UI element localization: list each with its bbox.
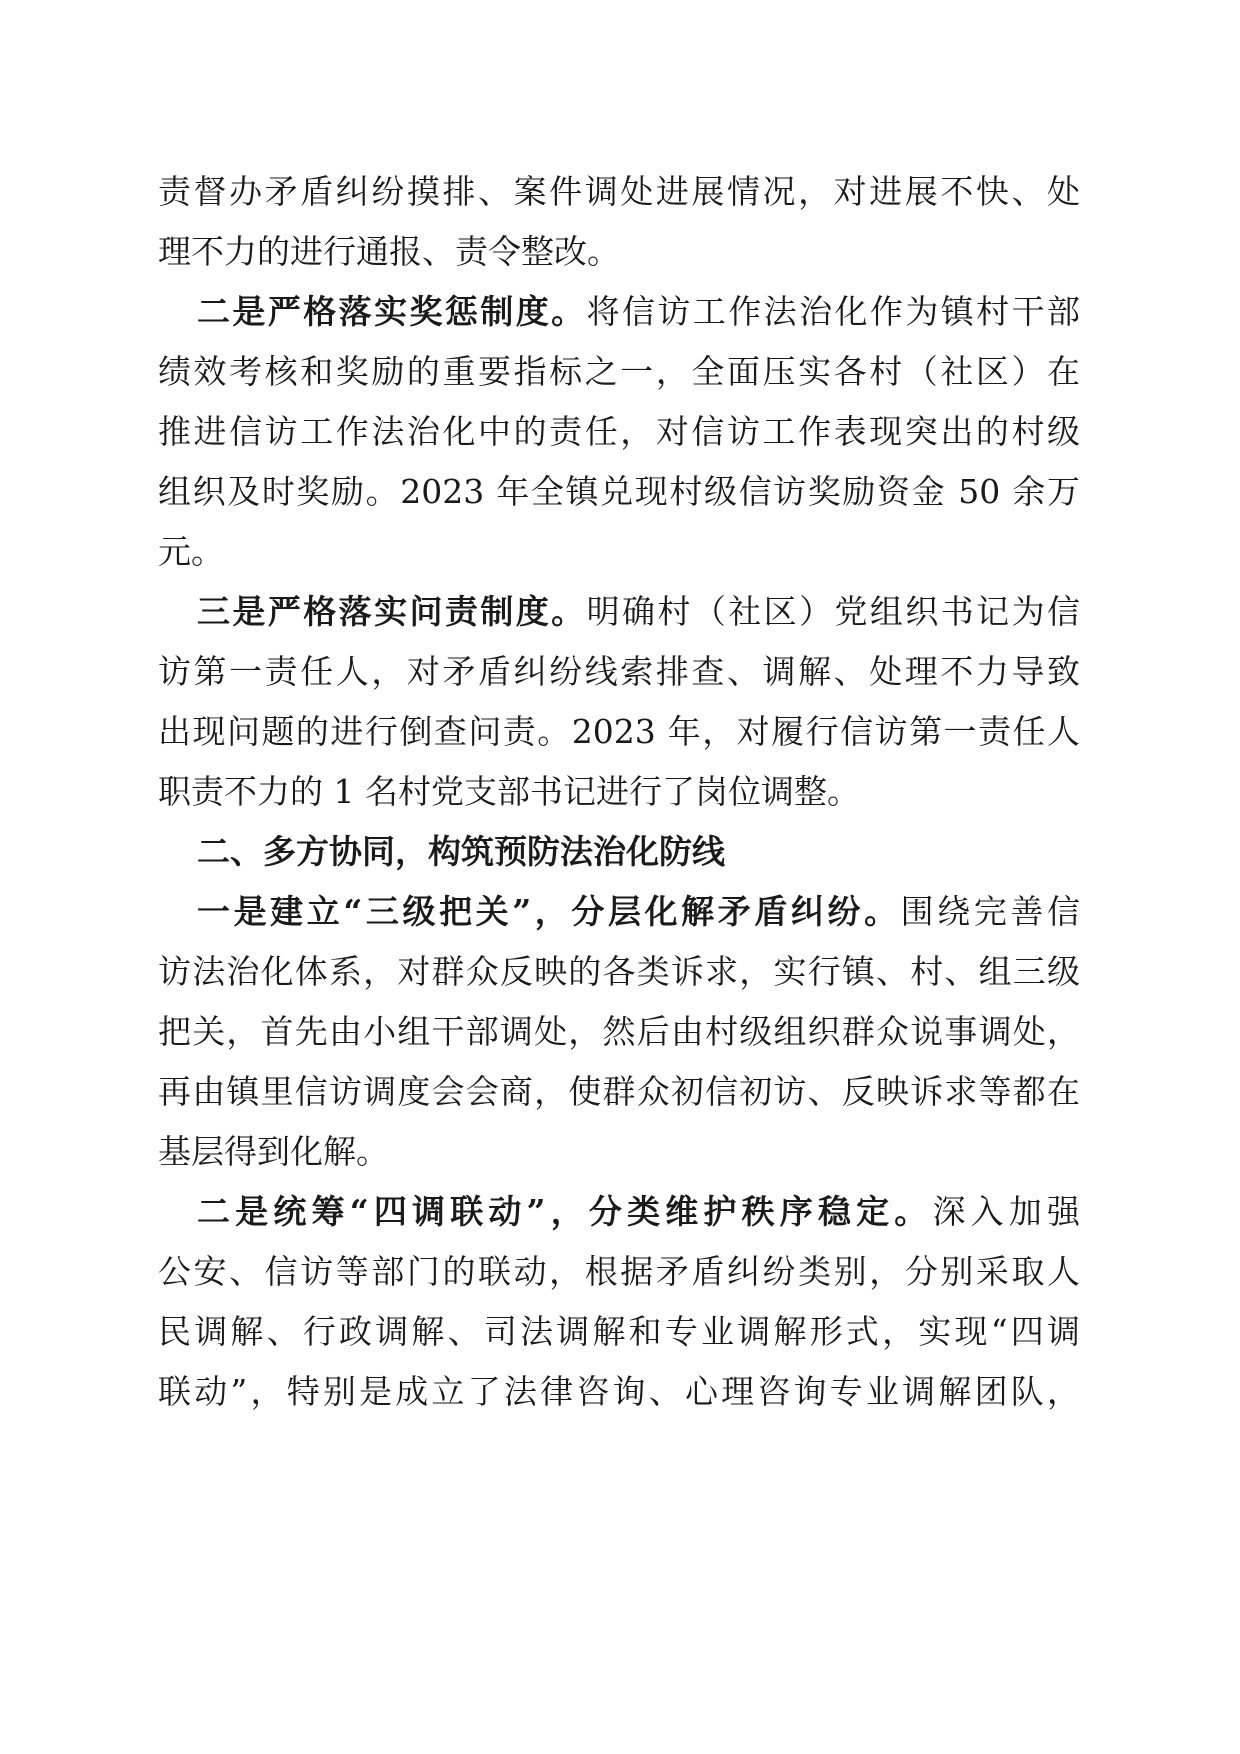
line-text: 再由镇里信访调度会会商，使群众初信初访、反映诉求等都在 (158, 1072, 1080, 1111)
line-text: 明确村（社区）党组织书记为信 (586, 592, 1080, 631)
section-heading-text: 二、多方协同，构筑预防法治化防线 (197, 832, 725, 871)
body-line (158, 1122, 1080, 1182)
line-text: 访第一责任人，对矛盾纠纷线索排查、调解、处理不力导致 (158, 652, 1080, 691)
body-line (158, 762, 1080, 822)
body-line (158, 462, 1080, 522)
line-text: 民调解、行政调解、司法调解和专业调解形式，实现“四调 (158, 1312, 1080, 1351)
body-line (158, 642, 1080, 702)
paragraph-first-line (197, 282, 1080, 342)
paragraph-lead: 二是严格落实奖惩制度。 (197, 292, 587, 331)
body-line (158, 1002, 1080, 1062)
line-text: 绩效考核和奖励的重要指标之一，全面压实各村（社区）在 (158, 352, 1080, 391)
paragraph-lead: 三是严格落实问责制度。 (197, 592, 587, 631)
body-line (158, 702, 1080, 762)
body-line (158, 162, 1080, 222)
line-text: 深入加强 (932, 1192, 1080, 1231)
body-line (158, 1242, 1080, 1302)
line-text: 将信访工作法治化作为镇村干部 (586, 292, 1080, 331)
section-heading (197, 822, 1080, 882)
body-line (158, 402, 1080, 462)
body-line (158, 222, 1080, 282)
line-text: 访法治化体系，对群众反映的各类诉求，实行镇、村、组三级 (158, 952, 1080, 991)
line-text: 推进信访工作法治化中的责任，对信访工作表现突出的村级 (158, 412, 1080, 451)
line-text: 出现问题的进行倒查问责。2023 年，对履行信访第一责任人 (158, 712, 1080, 751)
body-line (158, 942, 1080, 1002)
paragraph-first-line (197, 1182, 1080, 1242)
line-text: 责督办矛盾纠纷摸排、案件调处进展情况，对进展不快、处 (158, 172, 1080, 211)
line-text: 组织及时奖励。2023 年全镇兑现村级信访奖励资金 50 余万 (158, 472, 1080, 511)
body-line (158, 1062, 1080, 1122)
paragraph-first-line (197, 882, 1080, 942)
line-text: 围绕完善信 (900, 892, 1080, 931)
body-line (158, 522, 1080, 582)
line-text: 联动”，特别是成立了法律咨询、心理咨询专业调解团队， (158, 1372, 1080, 1411)
body-line (158, 342, 1080, 402)
line-text: 把关，首先由小组干部调处，然后由村级组织群众说事调处， (158, 1012, 1080, 1051)
line-text: 元。 (158, 532, 224, 571)
line-text: 公安、信访等部门的联动，根据矛盾纠纷类别，分别采取人 (158, 1252, 1080, 1291)
line-text: 基层得到化解。 (158, 1132, 389, 1171)
body-line (158, 1302, 1080, 1362)
paragraph-lead: 二是统筹“四调联动”，分类维护秩序稳定。 (197, 1192, 933, 1231)
line-text: 理不力的进行通报、责令整改。 (158, 232, 620, 271)
body-line (158, 1362, 1080, 1422)
line-text: 职责不力的 1 名村党支部书记进行了岗位调整。 (158, 772, 860, 811)
paragraph-lead: 一是建立“三级把关”，分层化解矛盾纠纷。 (197, 892, 901, 931)
paragraph-first-line (197, 582, 1080, 642)
